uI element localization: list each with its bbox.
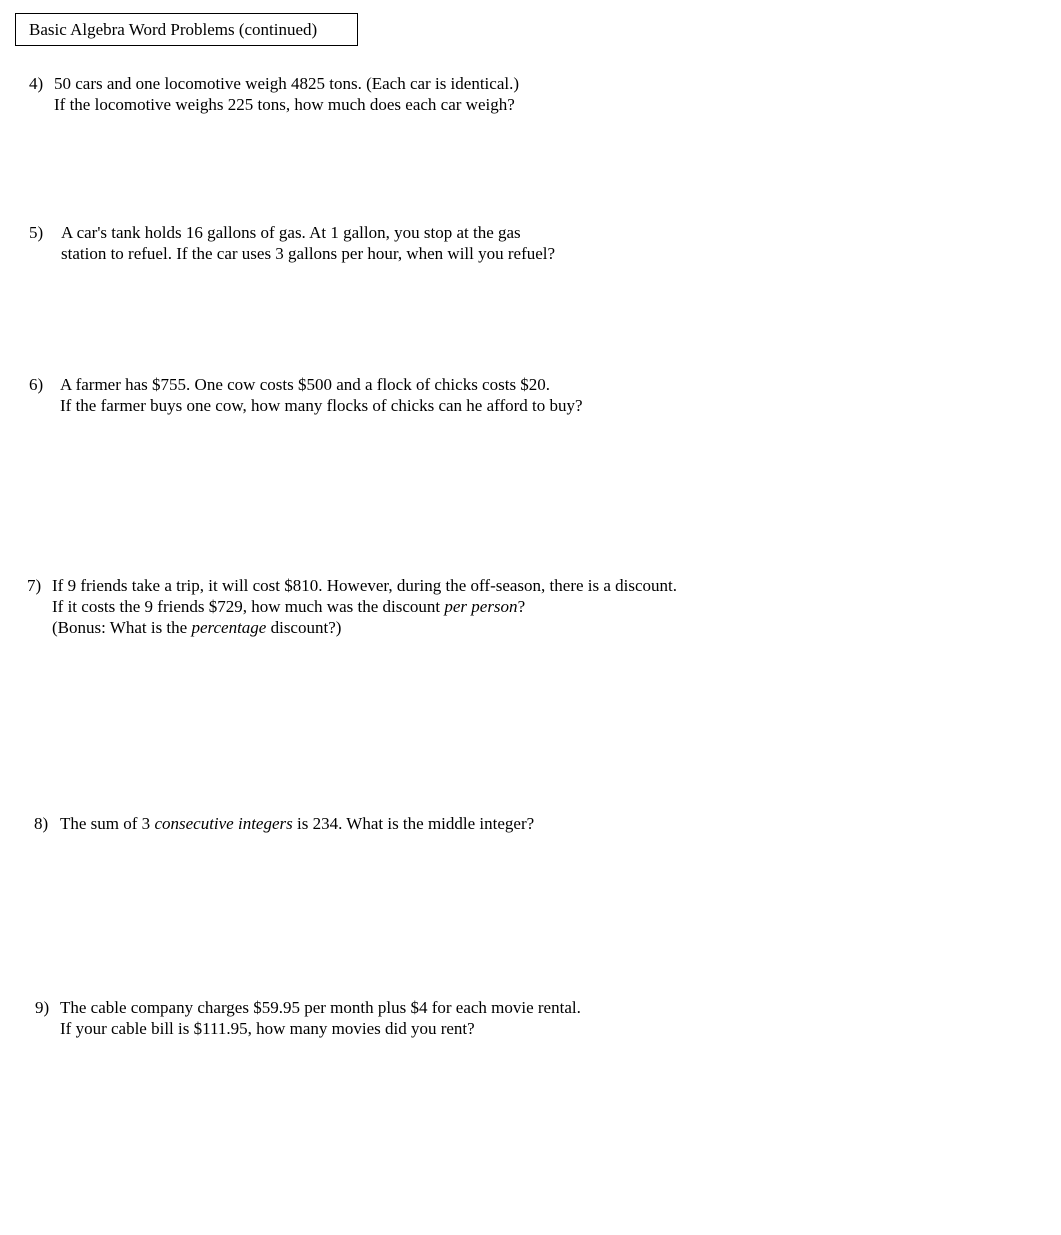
emphasis-text: percentage bbox=[191, 618, 267, 637]
text-segment: If it costs the 9 friends $729, how much was the discount bbox=[52, 597, 445, 616]
problem-line: The cable company charges $59.95 per month plus $4 for each movie rental. bbox=[60, 998, 581, 1017]
worksheet-title-box bbox=[15, 13, 358, 46]
problem-number: 5) bbox=[29, 223, 44, 242]
text-segment: The sum of 3 bbox=[60, 814, 155, 833]
text-segment: discount?) bbox=[266, 618, 342, 637]
emphasis-text: consecutive integers bbox=[154, 814, 293, 833]
problem-number: 6) bbox=[29, 375, 44, 394]
emphasis-text: per person bbox=[444, 597, 518, 616]
problem-line: A car's tank holds 16 gallons of gas. At 1 gallon, you stop at the gas bbox=[61, 223, 521, 242]
problem-number: 7) bbox=[27, 576, 42, 595]
text-segment: ? bbox=[517, 597, 526, 616]
problem-text bbox=[60, 374, 583, 416]
text-segment: (Bonus: What is the bbox=[52, 618, 192, 637]
problem-text bbox=[61, 222, 555, 264]
problem-line bbox=[60, 813, 534, 834]
problem-text bbox=[54, 73, 519, 115]
problem-line: 50 cars and one locomotive weigh 4825 tons. (Each car is identical.) bbox=[54, 74, 519, 93]
problem-number: 9) bbox=[35, 998, 50, 1017]
problem-text bbox=[60, 813, 534, 834]
problem-line bbox=[52, 617, 677, 638]
problem-line bbox=[52, 596, 677, 617]
problem-line: station to refuel. If the car uses 3 gallons per hour, when will you refuel? bbox=[61, 244, 556, 263]
worksheet-title: Basic Algebra Word Problems (continued) bbox=[29, 20, 318, 39]
problem-text bbox=[60, 997, 581, 1039]
problem-text bbox=[52, 575, 677, 638]
problem-number: 4) bbox=[29, 74, 44, 93]
problem-line: If your cable bill is $111.95, how many movies did you rent? bbox=[60, 1019, 475, 1038]
problem-line: If the locomotive weighs 225 tons, how much does each car weigh? bbox=[54, 95, 515, 114]
problem-number: 8) bbox=[34, 814, 49, 833]
text-segment: is 234. What is the middle integer? bbox=[292, 814, 535, 833]
problem-line: If 9 friends take a trip, it will cost $810. However, during the off-season, there is a discount. bbox=[52, 576, 678, 595]
problem-line: A farmer has $755. One cow costs $500 and a flock of chicks costs $20. bbox=[60, 375, 551, 394]
problem-line: If the farmer buys one cow, how many flocks of chicks can he afford to buy? bbox=[60, 396, 583, 415]
